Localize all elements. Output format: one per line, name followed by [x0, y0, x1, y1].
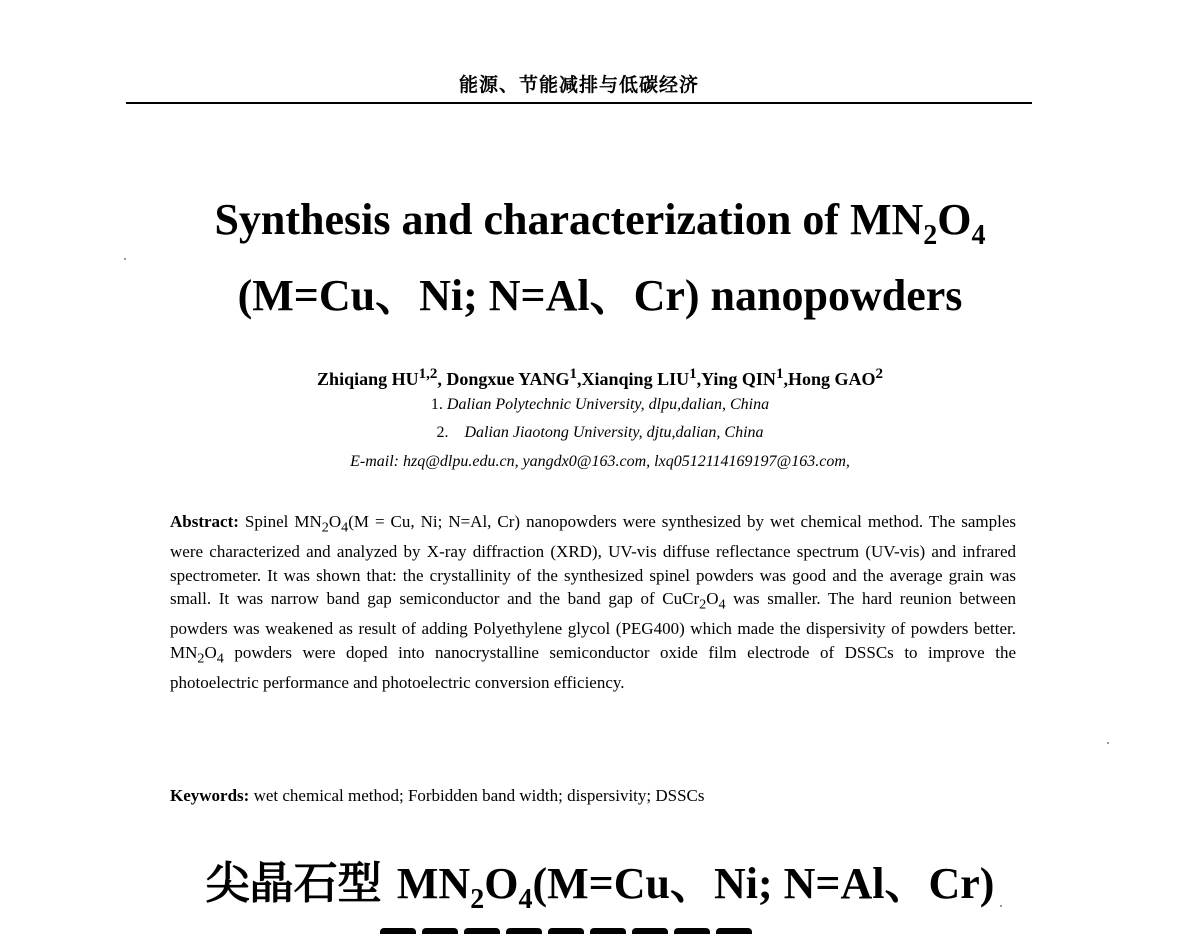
title-sub-2: 2: [923, 219, 938, 251]
keywords-line: [170, 786, 1016, 806]
author-name: Hong GAO: [787, 369, 876, 389]
abstract-sub: 4: [341, 519, 349, 536]
cropped-glyph: [464, 928, 500, 944]
cropped-glyph: [632, 928, 668, 944]
author-list: Zhiqiang HU$^{1,2}$, Dongxue YANG$^1$,Xianqing LIU$^1$,Ying QIN$^1$,Hong GAO$^2$: [317, 366, 883, 389]
affiliation-2: [100, 424, 1100, 442]
cropped-glyph: [422, 928, 458, 944]
chinese-title-sub: 2: [470, 883, 485, 915]
abstract-sub: 2: [321, 519, 329, 536]
author-affiliation-mark: 1: [775, 366, 784, 382]
affiliation-number: 1.: [430, 396, 443, 413]
keywords-label: Keywords:: [170, 786, 250, 805]
title-line1-prefix: Synthesis and characterization of MN: [214, 195, 924, 244]
abstract-text: O: [204, 642, 217, 662]
author-name: Xianqing LIU: [581, 369, 690, 389]
title-o: O: [937, 195, 972, 244]
abstract-paragraph: [170, 510, 1016, 694]
chinese-title-sub: 4: [518, 883, 533, 915]
scan-speck: [124, 258, 126, 260]
title-sub-4: 4: [971, 219, 986, 251]
author-affiliation-mark: 1: [569, 366, 578, 382]
abstract-sub: 4: [718, 596, 726, 613]
chinese-title-formula: MN: [396, 859, 471, 908]
journal-section-header: 能源、节能减排与低碳经济: [458, 74, 699, 96]
cropped-glyph: [716, 928, 752, 944]
abstract-text: powders were doped into nanocrystalline semiconductor oxide film electrode of DSSCs to improve the photoelectric performance and photoelectric conversion efficiency.: [170, 642, 1016, 692]
chinese-title-formula: O: [484, 859, 519, 908]
header-rule: [126, 102, 1032, 104]
chinese-title-line-1: [100, 858, 1100, 926]
abstract-text: Spinel MN: [238, 512, 322, 531]
abstract-label: Abstract:: [170, 512, 239, 531]
paper-title-line-2: (M=Cu、Ni; N=Al、Cr) nanopowders: [237, 271, 963, 320]
affiliation-number: 2.: [436, 424, 449, 441]
paper-title-line-1: [100, 194, 1100, 262]
author-name: Ying QIN: [701, 369, 776, 389]
scan-speck: [1000, 905, 1002, 907]
abstract-text: (M = Cu, Ni; N=Al, Cr) nanopowders were synthesized by wet chemical method. The samples were characterized and analyzed by X-ray diffraction (XRD), UV-vis diffuse reflectance spectrum (UV-vis) and infrared spectrometer. It was shown that: the crystallinity of the synthesized spinel powders was good and the average grain was small. It was narrow band gap semiconductor and the band gap of CuCr: [170, 512, 1017, 609]
chinese-title-rest: (M=Cu、Ni; N=Al、Cr): [532, 859, 995, 908]
affiliation-1: [100, 396, 1100, 414]
keywords-text: wet chemical method; Forbidden band width; dispersivity; DSSCs: [249, 786, 705, 805]
author-affiliation-mark: 2: [875, 366, 883, 382]
cropped-glyph: [548, 928, 584, 944]
author-affiliation-mark: 1: [689, 366, 697, 382]
author-affiliation-mark: 1,2: [418, 366, 438, 382]
contact-email: E-mail: hzq@dlpu.edu.cn, yangdx0@163.com, lxq0512114169197@163.com,: [350, 453, 850, 470]
chinese-title-line-2-cropped: [380, 928, 820, 948]
author-name: Dongxue YANG: [446, 369, 570, 389]
abstract-sub: 4: [216, 650, 224, 667]
cropped-glyph: [380, 928, 416, 944]
affiliation-text: Dalian Polytechnic University, dlpu,dalian, China: [446, 396, 770, 413]
abstract-sub: 2: [197, 650, 205, 667]
affiliation-text: Dalian Jiaotong University, djtu,dalian, China: [464, 424, 764, 441]
abstract-text: O: [706, 589, 719, 609]
cropped-glyph: [506, 928, 542, 944]
author-name: Zhiqiang HU: [317, 369, 419, 389]
cropped-glyph: [674, 928, 710, 944]
abstract-text: O: [328, 512, 342, 531]
abstract-text: was smaller. The hard reunion between powders was weakened as result of adding Polyethylene glycol (PEG400) which made the dispersivity of powders better. MN: [170, 589, 1016, 662]
cropped-glyph: [590, 928, 626, 944]
scan-speck: [1107, 742, 1109, 744]
chinese-title-cjk: 尖晶石型: [205, 858, 397, 909]
abstract-sub: 2: [699, 596, 707, 613]
